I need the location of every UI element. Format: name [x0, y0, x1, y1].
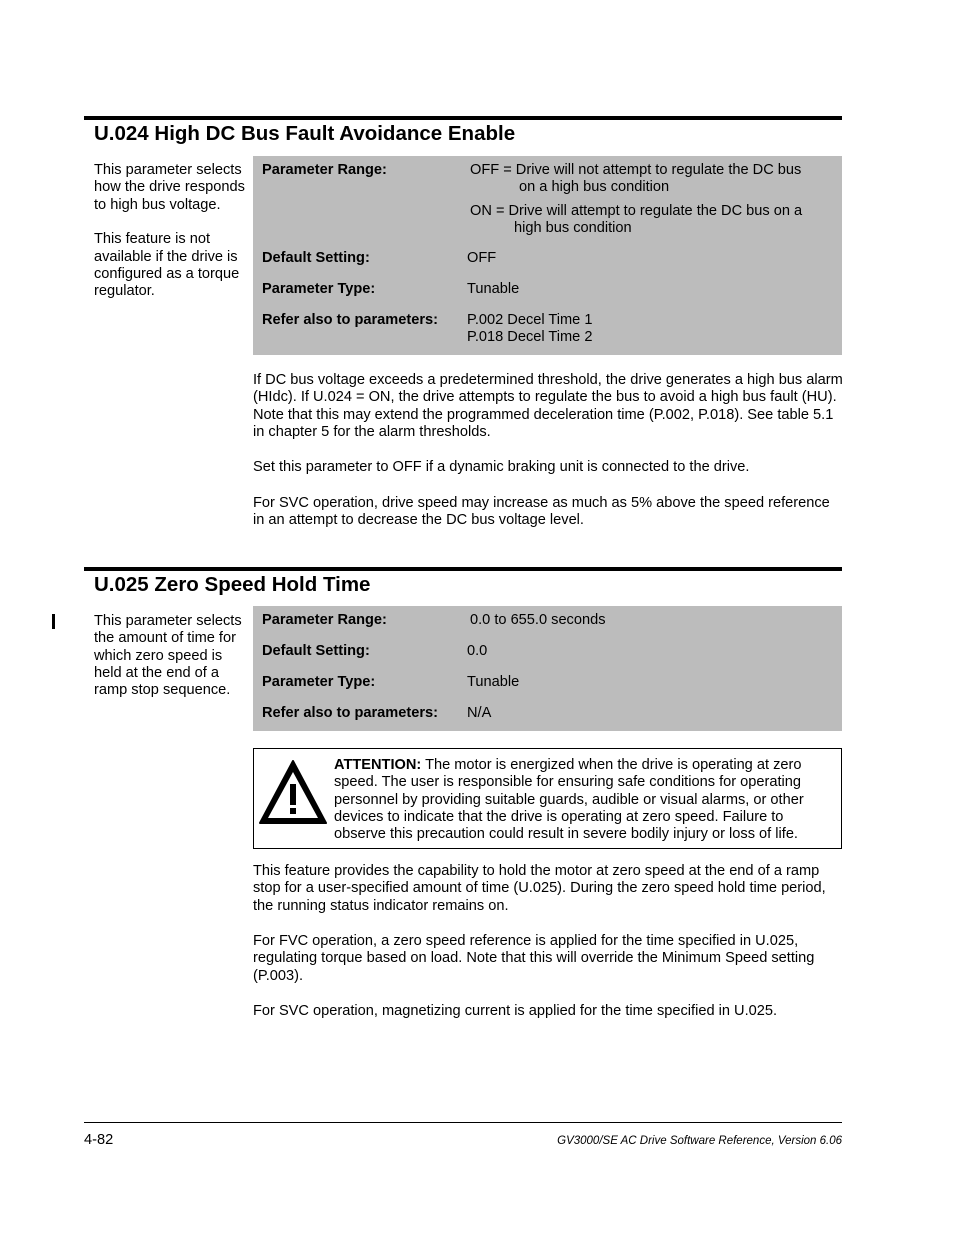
parameter-range-value: 0.0 to 655.0 seconds	[470, 612, 606, 628]
body-paragraph: For SVC operation, magnetizing current is applied for the time specified in U.025.	[253, 1003, 778, 1019]
side-description	[94, 613, 246, 717]
refer-also-value: N/A	[467, 705, 492, 721]
default-setting-value: 0.0	[467, 643, 488, 659]
parameter-table	[253, 606, 842, 731]
body-paragraph: For SVC operation, drive speed may increase as much as 5% above the speed reference in an attempt to decrease the DC bus voltage level.	[253, 495, 830, 529]
change-bar	[52, 614, 55, 629]
section-heading: U.025 Zero Speed Hold Time	[94, 573, 371, 596]
page-number: 4-82	[84, 1132, 114, 1148]
parameter-range-label: Parameter Range:	[262, 612, 387, 628]
section-rule	[84, 116, 842, 120]
attention-text	[334, 757, 834, 843]
range-on-line2: high bus condition	[514, 220, 632, 236]
refer-also-value: P.002 Decel Time 1	[467, 312, 593, 328]
range-off-line1: OFF = Drive will not attempt to regulate the DC bus	[470, 162, 802, 178]
default-setting-label: Default Setting:	[262, 643, 370, 659]
body-paragraph: For FVC operation, a zero speed reference is applied for the time specified in U.025, regulating torque based on load. Note that this will override the Minimum Speed setting (P.003).	[253, 933, 815, 984]
body-paragraph: Set this parameter to OFF if a dynamic braking unit is connected to the drive.	[253, 459, 750, 475]
parameter-type-value: Tunable	[467, 281, 520, 297]
refer-also-value: P.018 Decel Time 2	[467, 329, 593, 345]
attention-box	[253, 748, 842, 849]
body-paragraph: This feature provides the capability to hold the motor at zero speed at the end of a ramp stop for a user-specified amount of time (U.025). During the zero speed hold time period, the running status indicator remains on.	[253, 863, 826, 914]
refer-also-label: Refer also to parameters:	[262, 705, 439, 721]
parameter-type-label: Parameter Type:	[262, 674, 376, 690]
section-rule	[84, 567, 842, 571]
parameter-table	[253, 156, 842, 355]
side-paragraph: This parameter selects the amount of time for which zero speed is held at the end of a ramp stop sequence.	[94, 613, 242, 699]
attention-label: ATTENTION:	[334, 757, 422, 773]
range-off-line2: on a high bus condition	[519, 179, 670, 195]
side-description	[94, 162, 246, 318]
default-setting-value: OFF	[467, 250, 497, 266]
refer-also-label: Refer also to parameters:	[262, 312, 439, 328]
attention-message: The motor is energized when the drive is operating at zero speed. The user is responsible for ensuring safe conditions for operating personnel by providing suitable guards, audible or visual alarms, or other devices to indicate that the drive is operating at zero speed. Failure to observe this precaution could result in severe bodily injury or loss of life.	[334, 757, 804, 843]
warning-triangle-icon	[258, 759, 328, 825]
parameter-range-label: Parameter Range:	[262, 162, 387, 178]
parameter-type-label: Parameter Type:	[262, 281, 376, 297]
side-paragraph: This parameter selects how the drive responds to high bus voltage.	[94, 162, 245, 213]
footer-rule	[84, 1122, 842, 1123]
default-setting-label: Default Setting:	[262, 250, 370, 266]
parameter-type-value: Tunable	[467, 674, 520, 690]
document-title: GV3000/SE AC Drive Software Reference, Version 6.06	[557, 1135, 842, 1147]
range-on-line1: ON = Drive will attempt to regulate the DC bus on a	[470, 203, 803, 219]
body-paragraph: If DC bus voltage exceeds a predetermined threshold, the drive generates a high bus alarm (HIdc). If U.024 = ON, the drive attempts to regulate the bus to avoid a high bus fault (HU). Note that this may extend the programmed deceleration time (P.002, P.018). See table 5.1 in chapter 5 for the alarm thresholds.	[253, 372, 843, 440]
side-paragraph: This feature is not available if the drive is configured as a torque regulator.	[94, 231, 240, 300]
section-heading: U.024 High DC Bus Fault Avoidance Enable	[94, 122, 516, 145]
